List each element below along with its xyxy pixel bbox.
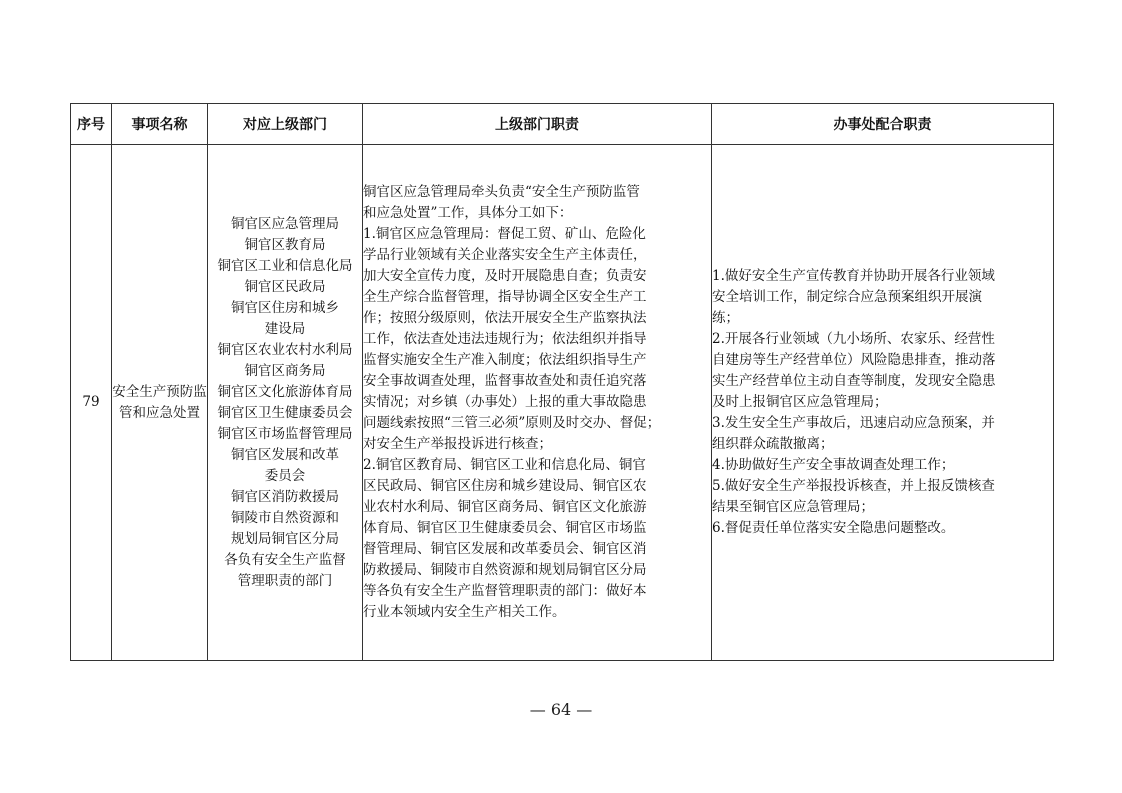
dept-line: 铜官区文化旅游体育局 <box>217 383 353 400</box>
dept-line: 管理职责的部门 <box>237 572 333 589</box>
table-header-row <box>71 104 1054 145</box>
dept-line: 建设局 <box>264 320 306 337</box>
duty-table <box>70 103 1054 661</box>
coop-line: 自建房等生产经营单位）风险隐患排查，推动落 <box>712 352 996 368</box>
duty-line: 全生产综合监督管理，指导协调全区安全生产工 <box>363 289 647 305</box>
duty-line: 等各负有安全生产监督管理职责的部门：做好本 <box>363 583 647 599</box>
coop-line: 安全培训工作，制定综合应急预案组织开展演 <box>712 289 982 305</box>
dept-line: 铜陵市自然资源和 <box>231 509 339 526</box>
coop-line: 3.发生安全生产事故后，迅速启动应急预案，并 <box>712 415 995 431</box>
duty-line: 督管理局、铜官区发展和改革委员会、铜官区消 <box>363 541 647 557</box>
coop-line: 2.开展各行业领域（九小场所、农家乐、经营性 <box>712 331 995 347</box>
header-office-coop-duty: 办事处配合职责 <box>712 104 1054 145</box>
header-number: 序号 <box>71 104 112 145</box>
table-row <box>71 145 1054 661</box>
row-item-name: 安全生产预防监管和应急处置 <box>112 145 208 661</box>
dept-line: 铜官区民政局 <box>244 278 326 295</box>
dept-line: 委员会 <box>264 467 306 484</box>
row-office-coop-duty <box>712 145 1054 661</box>
coop-line: 6.督促责任单位落实安全隐患问题整改。 <box>712 520 955 536</box>
duty-line: 工作，依法查处违法违规行为；依法组织并指导 <box>363 331 647 347</box>
duty-line: 安全事故调查处理，监督事故查处和责任追究落 <box>363 373 647 389</box>
coop-line: 5.做好安全生产举报投诉核查，并上报反馈核查 <box>712 478 995 494</box>
coop-line: 1.做好安全生产宣传教育并协助开展各行业领域 <box>712 268 995 284</box>
duty-line: 体育局、铜官区卫生健康委员会、铜官区市场监 <box>363 520 647 536</box>
row-number: 79 <box>71 145 112 661</box>
coop-line: 4.协助做好生产安全事故调查处理工作； <box>712 457 955 473</box>
duty-line: 业农村水利局、铜官区商务局、铜官区文化旅游 <box>363 499 647 515</box>
dept-line: 铜官区卫生健康委员会 <box>217 404 353 421</box>
duty-line: 问题线索按照“三管三必须”原则及时交办、督促； <box>363 415 661 431</box>
duty-line: 和应急处置”工作，具体分工如下： <box>363 205 573 221</box>
dept-line: 铜官区市场监督管理局 <box>217 425 353 442</box>
header-item-name: 事项名称 <box>112 104 208 145</box>
duty-line: 对安全生产举报投诉进行核查； <box>363 436 552 452</box>
dept-line: 各负有安全生产监督 <box>224 551 346 568</box>
duty-line: 2.铜官区教育局、铜官区工业和信息化局、铜官 <box>363 457 646 473</box>
dept-line: 规划局铜官区分局 <box>231 530 339 547</box>
coop-line: 练； <box>712 310 739 326</box>
duty-line: 行业本领域内安全生产相关工作。 <box>363 604 566 620</box>
coop-line: 实生产经营单位主动自查等制度，发现安全隐患 <box>712 373 996 389</box>
duty-line: 铜官区应急管理局牵头负责“安全生产预防监管 <box>363 184 640 200</box>
duty-line: 防救援局、铜陵市自然资源和规划局铜官区分局 <box>363 562 647 578</box>
dept-line: 铜官区工业和信息化局 <box>217 257 353 274</box>
duty-line: 学品行业领域有关企业落实安全生产主体责任， <box>363 247 647 263</box>
dept-line: 铜官区应急管理局 <box>231 215 339 232</box>
dept-line: 铜官区农业农村水利局 <box>217 341 353 358</box>
row-superior-duty <box>363 145 712 661</box>
coop-line: 结果至铜官区应急管理局； <box>712 499 874 515</box>
duty-line: 实情况；对乡镇（办事处）上报的重大事故隐患 <box>363 394 647 410</box>
row-superior-dept <box>208 145 363 661</box>
header-superior-duty: 上级部门职责 <box>363 104 712 145</box>
dept-line: 铜官区商务局 <box>244 362 326 379</box>
duty-line: 区民政局、铜官区住房和城乡建设局、铜官区农 <box>363 478 647 494</box>
duty-line: 加大安全宣传力度，及时开展隐患自查；负责安 <box>363 268 647 284</box>
dept-line: 铜官区教育局 <box>244 236 326 253</box>
duty-line: 1.铜官区应急管理局：督促工贸、矿山、危险化 <box>363 226 646 242</box>
header-superior-dept: 对应上级部门 <box>208 104 363 145</box>
dept-line: 铜官区消防救援局 <box>231 488 339 505</box>
duty-line: 作；按照分级原则，依法开展安全生产监察执法 <box>363 310 647 326</box>
page-number: — 64 — <box>529 700 593 719</box>
dept-line: 铜官区发展和改革 <box>231 446 339 463</box>
dept-line: 铜官区住房和城乡 <box>231 299 339 316</box>
duty-line: 监督实施安全生产准入制度；依法组织指导生产 <box>363 352 647 368</box>
coop-line: 组织群众疏散撤离； <box>712 436 834 452</box>
coop-line: 及时上报铜官区应急管理局； <box>712 394 888 410</box>
